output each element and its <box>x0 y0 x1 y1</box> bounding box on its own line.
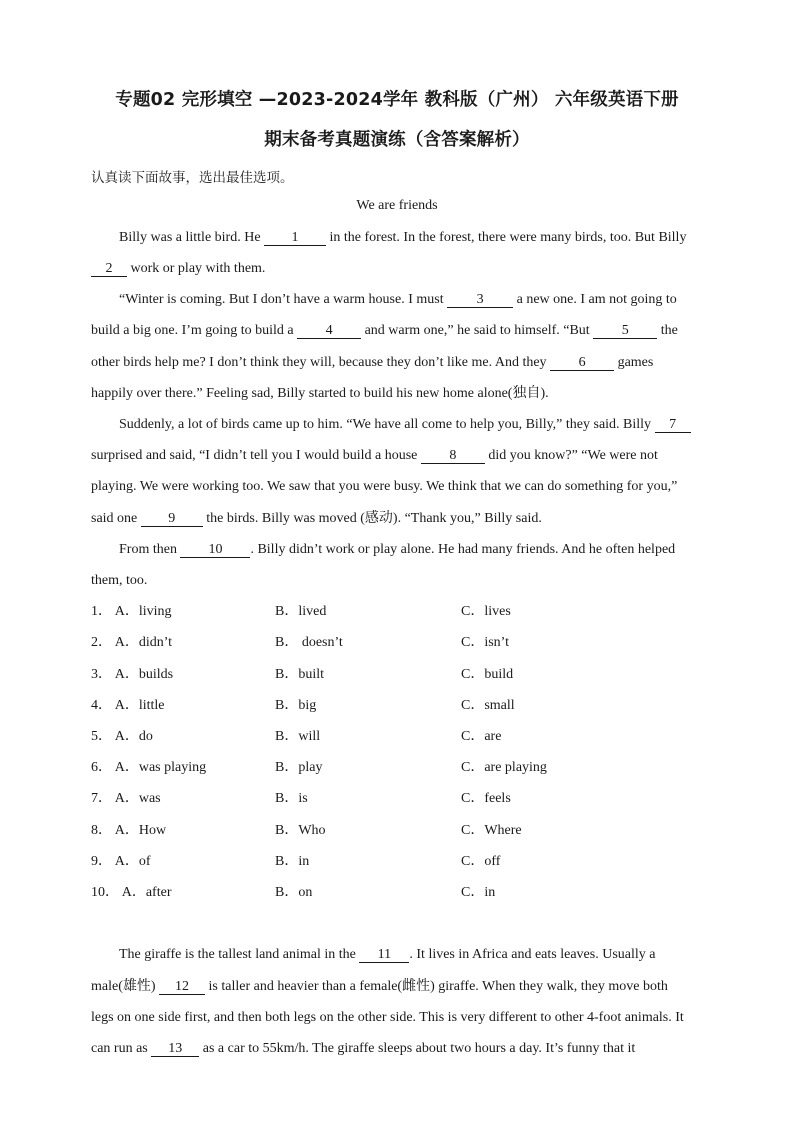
story2-line: legs on one side first, and then both legs on the other side. This is very different to other 4-foot animals. It <box>91 1010 684 1025</box>
option-c: C．build <box>461 667 514 682</box>
story-line: From then 10 . Billy didn’t work or play alone. He had many friends. And he often helped <box>119 542 676 557</box>
option-c: C．are <box>461 729 502 744</box>
blank-3: 3 <box>447 292 513 308</box>
story-line: 2 work or play with them. <box>91 260 697 278</box>
blank-5: 5 <box>593 323 657 339</box>
story2-line: male(雄性) 12 is taller and heavier than a female(雌性) giraffe. When they walk, they move both <box>91 979 668 994</box>
story-line: “Winter is coming. But I don’t have a warm house. I must 3 a new one. I am not going to <box>119 292 677 307</box>
blank-4: 4 <box>297 323 361 339</box>
option-a: A．How <box>114 823 167 838</box>
story-line: playing. We were working too. We saw that you were busy. We think that we can do something for you,” <box>91 479 678 494</box>
blank-6: 6 <box>550 355 614 371</box>
story2-line: The giraffe is the tallest land animal in the 11 . It lives in Africa and eats leaves. Usually a <box>119 947 656 962</box>
option-a: A．after <box>121 885 172 900</box>
option-a: A．of <box>114 854 151 869</box>
option-a: A．little <box>114 698 165 713</box>
document-page: 专题02 完形填空 —2023-2024学年 教科版（广州） 六年级英语下册 期末备考真题演练（含答案解析） 认真读下面故事，选出最佳选项。 We are friends Billy was a little bird. He 1 in the forest. In the forest, there were many birds, too. But Billy 2 work or play with them. “Winter is coming. But I don’t have a warm house. I must 3 a new one. I am not going to build a big one. I’m going to build a 4 and warm one,” he said to himself. “But 5 the other birds help me? I don’t think they will, because they don’t like me. And they 6 games happily over there.” Feeling sad, Billy started to build his new home alone(独自). Suddenly, a lot of birds came up to him. “We have all come to help you, Billy,” they said. Billy 7 surprised and said, “I didn’t tell you I would build a house 8 did you know?” “We were not playing. We were working too. We saw that you were busy. We think that we can do something for you,” said one 9 the birds. Billy was moved (感动). “Thank you,” Billy said. From then 10 . Billy didn’t work or play alone. He had many friends. And he often helped them, too. 1． A．living B．lived C．lives 2． A．didn’t B． doesn’t C．isn’t 3． A．builds B．built C．build 4． A．little B．big C．small 5． A．do B．will C．are 6． A．was playing B．play C．are playing 7． A．was B．is C．feels 8． A．How B．Who C．Where 9． A．of B．in C．off 10． A．after B．on C．in The giraffe is the tallest land animal in the 11 . It lives in Africa and eats leaves. Usually a male(雄性) 12 is taller and heavier than a female(雌性) giraffe. When they walk, they move both legs on one side first, and then both legs on the other side. This is very different to other 4-foot animals. It can run as 13 as a car to 55km/h. The giraffe sleeps about two hours a day. It’s funny that it <box>0 0 794 1123</box>
option-a: A．builds <box>114 667 174 682</box>
option-c: C．in <box>461 885 496 900</box>
title-line-1: 专题02 完形填空 —2023-2024学年 教科版（广州） 六年级英语下册 <box>115 90 679 110</box>
story2-line: can run as 13 as a car to 55km/h. The giraffe sleeps about two hours a day. It’s funny that it <box>91 1041 636 1056</box>
option-c: C．lives <box>461 604 511 619</box>
option-b: B．is <box>275 791 308 806</box>
option-b: B．will <box>275 729 321 744</box>
option-c: C．isn’t <box>461 635 509 650</box>
option-a: A．do <box>114 729 153 744</box>
option-a: A．didn’t <box>114 635 173 650</box>
story-line: other birds help me? I don’t think they will, because they don’t like me. And they 6 games <box>91 355 654 370</box>
blank-12: 12 <box>159 979 205 995</box>
story-line: Suddenly, a lot of birds came up to him. “We have all come to help you, Billy,” they said. Billy 7 <box>119 416 697 434</box>
option-b: B．in <box>275 854 310 869</box>
option-a: A．was playing <box>114 760 207 775</box>
blank-2: 2 <box>91 261 127 277</box>
option-b: B．on <box>275 885 313 900</box>
blank-11: 11 <box>359 947 409 963</box>
instruction: 认真读下面故事，选出最佳选项。 <box>91 170 294 186</box>
story-line: them, too. <box>91 573 148 588</box>
blank-10: 10 <box>180 542 250 558</box>
story-line: build a big one. I’m going to build a 4 and warm one,” he said to himself. “But 5 the <box>91 323 678 338</box>
option-c: C．small <box>461 698 515 713</box>
story-line: said one 9 the birds. Billy was moved (感动). “Thank you,” Billy said. <box>91 511 542 526</box>
option-b: B．play <box>275 760 323 775</box>
option-a: A．living <box>114 604 172 619</box>
story-line: surprised and said, “I didn’t tell you I would build a house 8 did you know?” “We were not <box>91 448 658 463</box>
blank-9: 9 <box>141 511 203 527</box>
blank-8: 8 <box>421 448 485 464</box>
option-b: B． doesn’t <box>275 635 343 650</box>
blank-1: 1 <box>264 230 326 246</box>
option-c: C．feels <box>461 791 511 806</box>
option-c: C．are playing <box>461 760 547 775</box>
title-line-2: 期末备考真题演练（含答案解析） <box>264 130 530 150</box>
option-b: B．Who <box>275 823 326 838</box>
story-line: happily over there.” Feeling sad, Billy started to build his new home alone(独自). <box>91 386 549 401</box>
blank-13: 13 <box>151 1041 199 1057</box>
option-a: A．was <box>114 791 161 806</box>
story-line: Billy was a little bird. He 1 in the forest. In the forest, there were many birds, too. But Billy <box>119 230 687 245</box>
story-title: We are friends <box>356 198 438 213</box>
option-b: B．built <box>275 667 325 682</box>
option-c: C．Where <box>461 823 522 838</box>
option-c: C．off <box>461 854 501 869</box>
option-b: B．big <box>275 698 317 713</box>
blank-7: 7 <box>655 417 691 433</box>
option-b: B．lived <box>275 604 327 619</box>
